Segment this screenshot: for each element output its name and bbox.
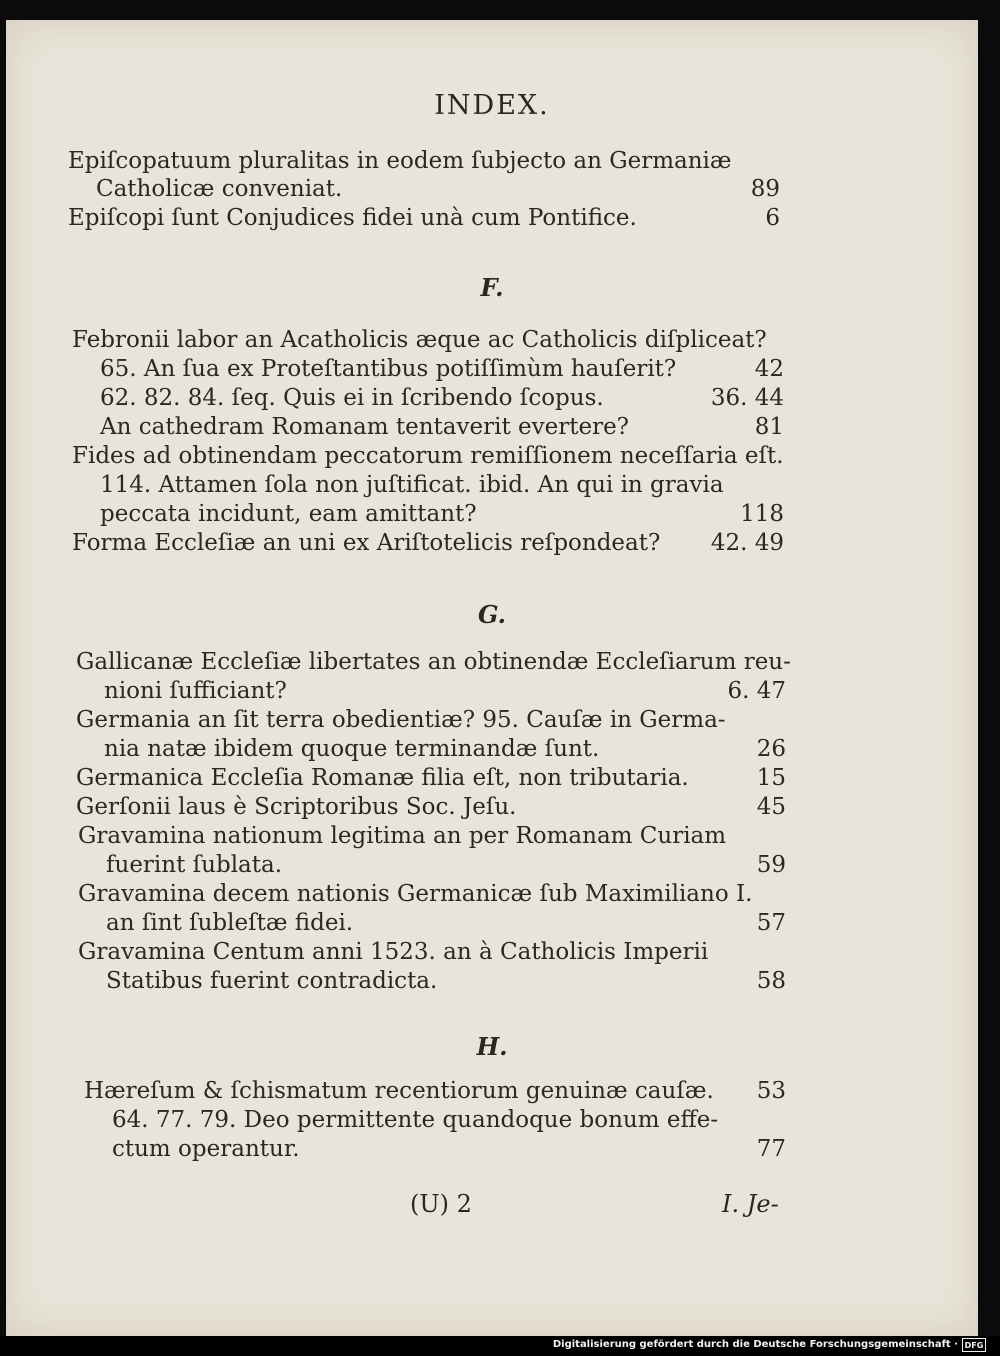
index-heading: INDEX. (434, 90, 550, 121)
index-entry-line: Gallicanæ Eccleſiæ libertates an obtinendæ Eccleſiarum reu- (76, 649, 791, 675)
index-entry-line: nia natæ ibidem quoque terminandæ ſunt. 26 (104, 736, 786, 762)
index-entry-line: Gravamina nationum legitima an per Romanam Curiam (78, 823, 727, 849)
index-entry-line: Hæreſum & ſchismatum recentiorum genuinæ cauſæ. 53 (84, 1078, 786, 1104)
index-entry-line: 114. Attamen ſola non juſtificat. ibid. An qui in gravia (100, 472, 724, 498)
index-entry-line: Epiſcopatuum pluralitas in eodem ſubjecto an Germaniæ (68, 148, 732, 174)
index-entry-line: Gravamina Centum anni 1523. an à Catholicis Imperii (78, 939, 709, 965)
index-entry-line: an ſint ſubleſtæ fidei. 57 (106, 910, 786, 936)
index-entry-line: Germania an ſit terra obedientiæ? 95. Cauſæ in Germa- (76, 707, 726, 733)
index-entry-line: Epiſcopi ſunt Conjudices fidei unà cum Pontifice. 6 (68, 205, 780, 231)
index-entry-line: 62. 82. 84. ſeq. Quis ei in ſcribendo ſcopus. 36. 44 (100, 385, 784, 411)
dfg-logo-icon: DFG (962, 1338, 986, 1352)
index-entry-line: Forma Eccleſiæ an uni ex Ariſtotelicis reſpondeat? 42. 49 (72, 530, 784, 556)
section-letter-f: F. (480, 273, 504, 302)
digitization-credit: Digitalisierung gefördert durch die Deutsche Forschungsgemeinschaft · (552, 1339, 958, 1350)
index-entry-line: nioni ſufficiant? 6. 47 (104, 678, 786, 704)
index-entry-line: An cathedram Romanam tentaverit evertere? 81 (100, 414, 784, 440)
index-entry-line: Fides ad obtinendam peccatorum remiſſionem neceſſaria eſt. (72, 443, 784, 469)
index-entry-line: 64. 77. 79. Deo permittente quandoque bonum effe- (112, 1107, 719, 1133)
index-entry-line: Germanica Eccleſia Romanæ filia eſt, non tributaria. 15 (76, 765, 786, 791)
index-entry-line: Gerſonii laus è Scriptoribus Soc. Jeſu. 45 (76, 794, 786, 820)
index-entry-line: 65. An ſua ex Proteſtantibus potiſſimùm hauſerit? 42 (100, 356, 784, 382)
index-entry-line: Febronii labor an Acatholicis æque ac Catholicis diſpliceat? (72, 327, 767, 353)
index-entry-line: Catholicæ conveniat. 89 (96, 176, 780, 202)
section-letter-g: G. (478, 600, 506, 629)
index-entry-line: Statibus fuerint contradicta. 58 (106, 968, 786, 994)
index-entry-line: ctum operantur. 77 (112, 1136, 786, 1162)
section-letter-h: H. (476, 1032, 508, 1061)
book-page (6, 20, 978, 1336)
index-entry-line: peccata incidunt, eam amittant? 118 (100, 501, 784, 527)
index-entry-line: fuerint ſublata. 59 (106, 852, 786, 878)
index-entry-line: Gravamina decem nationis Germanicæ ſub Maximiliano I. (78, 881, 753, 907)
catchword: I. Je- (722, 1190, 779, 1218)
signature-mark: (U) 2 (410, 1190, 472, 1218)
